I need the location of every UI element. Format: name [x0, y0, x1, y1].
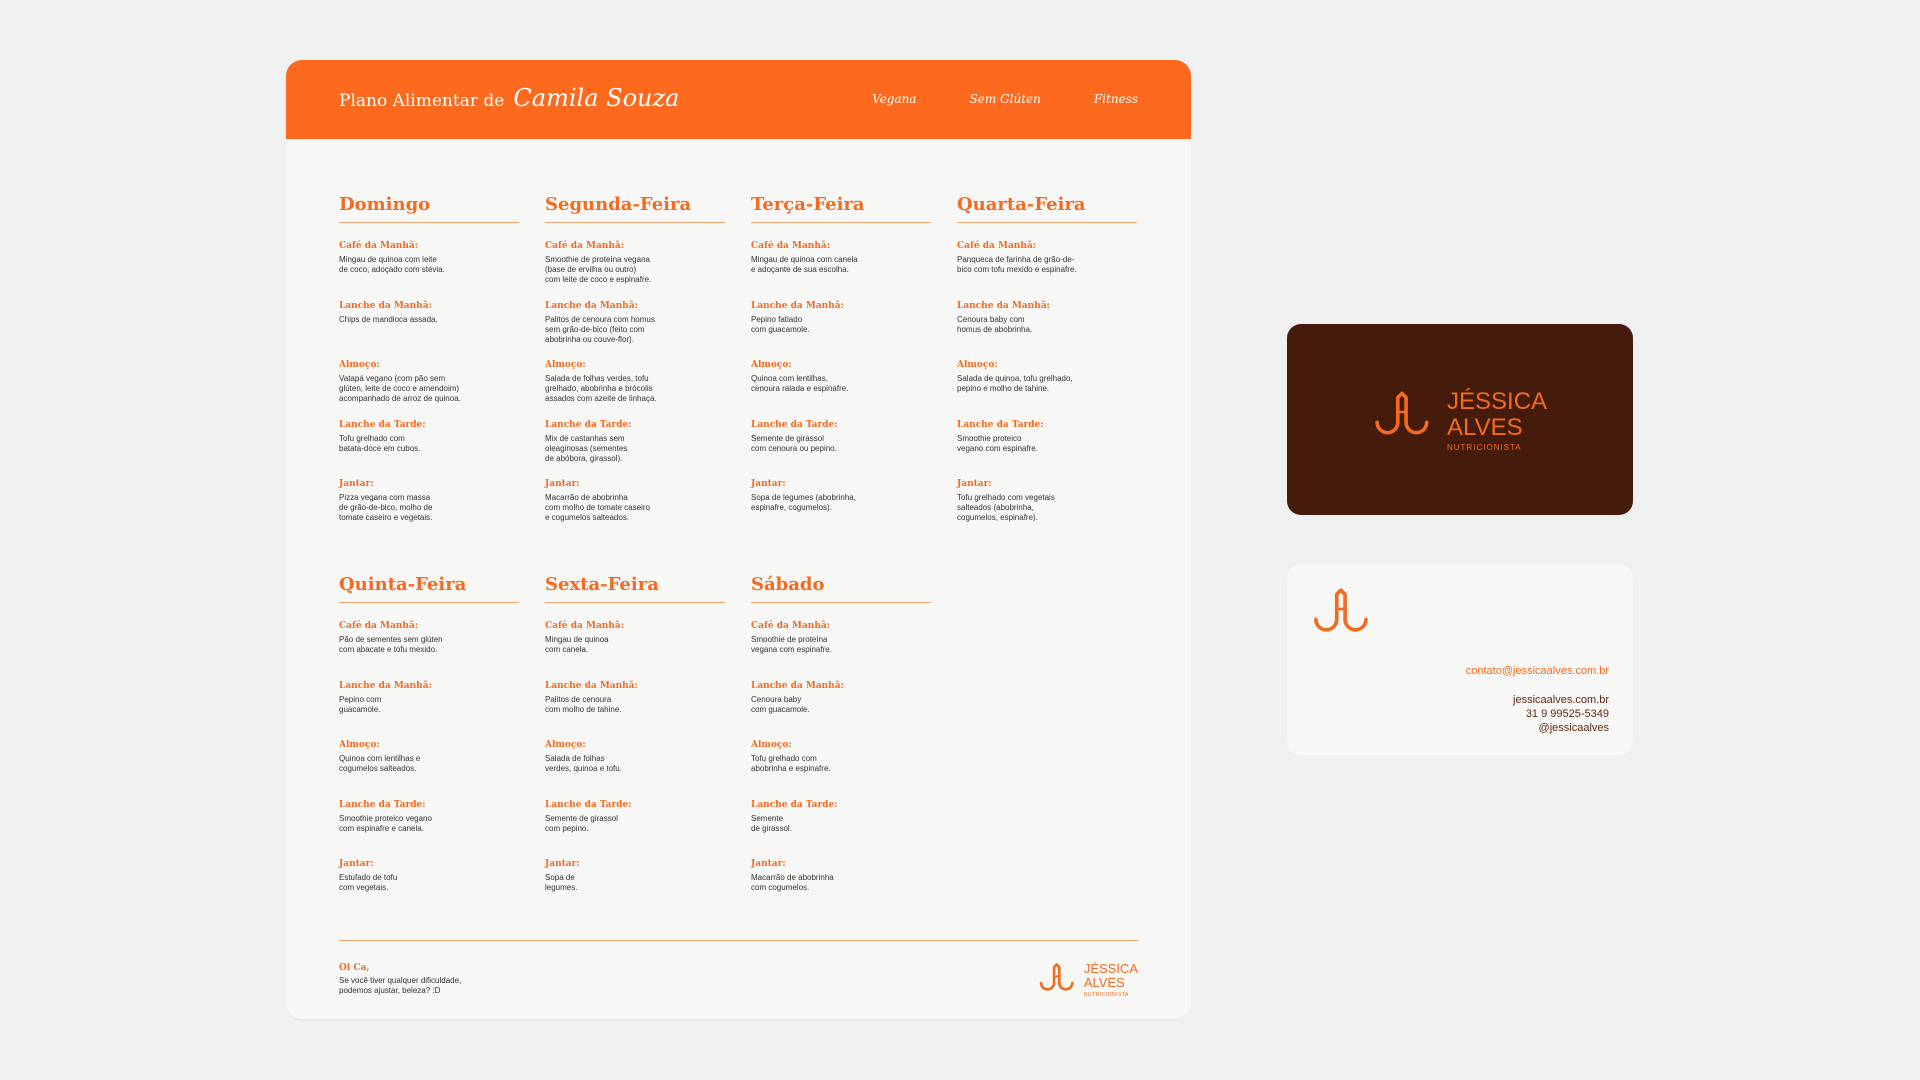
- note-text: Se você tiver qualquer dificuldade, podemos ajustar, beleza? :D: [339, 976, 462, 995]
- meal-entry: [339, 240, 519, 275]
- meal-label: Lanche da Tarde:: [751, 419, 838, 430]
- meal-label: Lanche da Tarde:: [339, 419, 426, 430]
- meal-entry: [339, 300, 519, 325]
- meal-label: Lanche da Tarde:: [545, 799, 632, 810]
- meal-label: Almoço:: [957, 360, 998, 370]
- meal-label: Almoço:: [339, 360, 380, 370]
- day-name: Domingo: [339, 194, 519, 223]
- meal-entry: [339, 359, 519, 404]
- meal-label: Jantar:: [545, 859, 580, 869]
- day-name: Sexta-Feira: [545, 574, 725, 603]
- diet-tags: [872, 92, 1138, 106]
- ja-monogram-icon: [1311, 586, 1375, 634]
- logo-wordmark: [1447, 389, 1547, 452]
- meal-description: Mingau de quinoa com leite de coco, adoçado com stévia.: [339, 255, 445, 274]
- meal-plan-sheet: [286, 60, 1191, 1019]
- meal-label: Jantar:: [545, 479, 580, 489]
- ja-monogram-icon: [1038, 962, 1078, 992]
- meal-label: Lanche da Tarde:: [957, 419, 1044, 430]
- meal-label: Almoço:: [751, 360, 792, 370]
- logo-subtitle: NUTRICIONISTA: [1447, 443, 1522, 452]
- meal-entry: [339, 858, 519, 893]
- meal-entry: [545, 300, 725, 345]
- meal-entry: [957, 359, 1137, 394]
- meal-description: Vatapá vegano (com pão sem glúten, leite de coco e amendoim) acompanhado de arroz de quinoa.: [339, 374, 461, 403]
- meal-description: Panqueca de farinha de grão-de- bico com tofu mexido e espinafre.: [957, 255, 1077, 274]
- meal-label: Lanche da Manhã:: [751, 680, 844, 691]
- meal-label: Jantar:: [339, 859, 374, 869]
- meal-label: Jantar:: [751, 859, 786, 869]
- meal-description: Salada de folhas verdes, quinoa e tofu.: [545, 754, 622, 773]
- personal-note: [339, 963, 461, 996]
- meal-description: Smoothie proteico vegano com espinafre.: [957, 433, 1038, 453]
- logo-name-line2: ALVES: [1447, 414, 1523, 441]
- card-phone: 31 9 99525-5349: [1525, 708, 1609, 720]
- plan-title: [339, 84, 679, 112]
- meal-label: Café da Manhã:: [751, 241, 831, 251]
- meal-entry: [957, 240, 1137, 275]
- meal-entry: [751, 478, 931, 513]
- sheet-header: [286, 60, 1191, 139]
- meal-entry: [545, 799, 725, 834]
- meal-description: Tofu grelhado com vegetais salteados (abobrinha, cogumelos, espinafre).: [957, 493, 1055, 522]
- meal-description: Mix de castanhas sem oleaginosas (sementes de abóbora, girassol).: [545, 433, 628, 463]
- meal-description: Palitos de cenoura com homus sem grão-de-bico (feito com abobrinha ou couve-flor).: [545, 314, 655, 344]
- day-name: Sábado: [751, 574, 931, 603]
- logo-name-line2: ALVES: [1083, 975, 1125, 990]
- meal-label: Café da Manhã:: [545, 621, 625, 631]
- meal-label: Café da Manhã:: [339, 621, 419, 631]
- meal-label: Café da Manhã:: [751, 621, 831, 631]
- meal-description: Pizza vegana com massa de grão-de-bico, molho de tomate caseiro e vegetais.: [339, 493, 433, 522]
- diet-tag: Vegana: [872, 92, 917, 106]
- footer-divider: [339, 940, 1138, 941]
- meal-entry: [751, 680, 931, 715]
- meal-entry: [751, 858, 931, 893]
- meal-description: Macarrão de abobrinha com cogumelos.: [751, 873, 834, 892]
- meal-entry: [339, 620, 519, 655]
- note-greeting: Oi Ca,: [339, 963, 370, 973]
- ja-monogram-icon: [1373, 389, 1435, 437]
- card-front-logo: [1373, 389, 1547, 452]
- meal-entry: [545, 739, 725, 774]
- day-column: [751, 574, 931, 892]
- meal-label: Almoço:: [545, 360, 586, 370]
- meal-description: Smoothie de proteína vegana com espinafre.: [751, 635, 832, 654]
- meal-description: Mingau de quinoa com canela e adoçante de sua escolha.: [751, 255, 858, 274]
- card-social-handle[interactable]: @jessicaalves: [1538, 722, 1609, 734]
- meal-description: Semente de girassol.: [751, 813, 792, 833]
- meal-entry: [751, 300, 931, 335]
- day-name: Quarta-Feira: [957, 194, 1137, 223]
- meal-label: Café da Manhã:: [957, 241, 1037, 251]
- diet-tag: Fitness: [1093, 92, 1138, 106]
- meal-label: Jantar:: [339, 479, 374, 489]
- meal-label: Lanche da Manhã:: [751, 300, 844, 311]
- meal-description: Macarrão de abobrinha com molho de tomate caseiro e cogumelos salteados.: [545, 493, 650, 522]
- day-name: Terça-Feira: [751, 194, 931, 223]
- day-column: [545, 194, 725, 522]
- meal-label: Lanche da Tarde:: [339, 799, 426, 810]
- meal-entry: [545, 858, 725, 893]
- meal-label: Jantar:: [751, 479, 786, 489]
- meal-description: Palitos de cenoura com molho de tahine.: [545, 694, 622, 714]
- meal-description: Semente de girassol com cenoura ou pepino.: [751, 433, 837, 453]
- footer-logo: [1038, 962, 1138, 998]
- meal-label: Almoço:: [545, 740, 586, 750]
- meal-entry: [545, 240, 725, 285]
- meal-description: Quinoa com lentilhas e cogumelos salteados.: [339, 754, 421, 773]
- day-column: [339, 194, 519, 522]
- meal-label: Almoço:: [339, 740, 380, 750]
- meal-entry: [751, 620, 931, 655]
- logo-name-line1: JÉSSICA: [1447, 388, 1548, 415]
- meal-label: Lanche da Manhã:: [339, 680, 432, 691]
- meal-label: Lanche da Manhã:: [545, 680, 638, 691]
- meal-label: Lanche da Manhã:: [957, 300, 1050, 311]
- meal-entry: [545, 478, 725, 523]
- business-card-front: [1287, 324, 1633, 515]
- client-name: Camila Souza: [513, 84, 680, 112]
- plan-title-prefix: Plano Alimentar de: [339, 91, 505, 111]
- meal-entry: [545, 680, 725, 715]
- meal-entry: [957, 419, 1137, 454]
- meal-description: Salada de quinoa, tofu grelhado, pepino e molho de tahine.: [957, 374, 1073, 393]
- meal-entry: [339, 680, 519, 715]
- meal-description: Salada de folhas verdes, tofu grelhado, abobrinha e brócolis assados com azeite de linhaça.: [545, 374, 657, 403]
- meal-entry: [545, 419, 725, 464]
- meal-label: Almoço:: [751, 740, 792, 750]
- meal-entry: [751, 799, 931, 834]
- day-name: Quinta-Feira: [339, 574, 519, 603]
- meal-entry: [751, 359, 931, 394]
- diet-tag: Sem Glúten: [969, 92, 1041, 106]
- meal-entry: [339, 478, 519, 523]
- meal-entry: [339, 419, 519, 454]
- meal-description: Sopa de legumes.: [545, 873, 578, 892]
- logo-name-line1: JÉSSICA: [1083, 961, 1138, 976]
- meal-label: Lanche da Manhã:: [339, 300, 432, 311]
- day-name: Segunda-Feira: [545, 194, 725, 223]
- meal-description: Tofu grelhado com abobrinha e espinafre.: [751, 754, 831, 773]
- meal-description: Cenoura baby com homus de abobrinha.: [957, 314, 1033, 334]
- meal-description: Chips de mandioca assada.: [339, 314, 438, 324]
- meal-label: Jantar:: [957, 479, 992, 489]
- meal-entry: [957, 300, 1137, 335]
- meal-label: Lanche da Tarde:: [751, 799, 838, 810]
- meal-entry: [339, 739, 519, 774]
- day-column: [751, 194, 931, 512]
- day-column: [957, 194, 1137, 522]
- logo-wordmark: [1084, 962, 1138, 998]
- card-website[interactable]: jessicaalves.com.br: [1513, 694, 1609, 706]
- meal-description: Semente de girassol com pepino.: [545, 813, 618, 833]
- meal-entry: [545, 359, 725, 404]
- meal-description: Pão de sementes sem glúten com abacate e tofu mexido.: [339, 635, 443, 654]
- meal-entry: [957, 478, 1137, 523]
- meal-description: Quinoa com lentilhas, cenoura ralada e espinafre.: [751, 374, 849, 393]
- meal-label: Café da Manhã:: [545, 241, 625, 251]
- meal-description: Cenoura baby com guacamole.: [751, 694, 810, 714]
- meal-label: Café da Manhã:: [339, 241, 419, 251]
- business-card-back: [1287, 564, 1633, 755]
- meal-entry: [339, 799, 519, 834]
- meal-entry: [545, 620, 725, 655]
- meal-description: Mingau de quinoa com canela.: [545, 635, 609, 654]
- meal-description: Estufado de tofu com vegetais.: [339, 873, 398, 892]
- card-email[interactable]: contato@jessicaalves.com.br: [1465, 665, 1609, 677]
- meal-label: Lanche da Manhã:: [545, 300, 638, 311]
- meal-description: Smoothie de proteína vegana (base de ervilha ou outro) com leite de coco e espinafre.: [545, 255, 652, 284]
- day-column: [339, 574, 519, 892]
- logo-subtitle: NUTRICIONISTA: [1083, 992, 1129, 998]
- meal-entry: [751, 739, 931, 774]
- meal-description: Pepino fatiado com guacamole.: [751, 314, 810, 334]
- meal-entry: [751, 240, 931, 275]
- day-column: [545, 574, 725, 892]
- meal-label: Lanche da Tarde:: [545, 419, 632, 430]
- meal-description: Tofu grelhado com batata-doce em cubos.: [339, 433, 421, 453]
- meal-description: Smoothie proteico vegano com espinafre e canela.: [339, 813, 432, 833]
- meal-entry: [751, 419, 931, 454]
- meal-description: Sopa de legumes (abobrinha, espinafre, cogumelos).: [751, 493, 856, 512]
- meal-description: Pepino com guacamole.: [339, 694, 382, 714]
